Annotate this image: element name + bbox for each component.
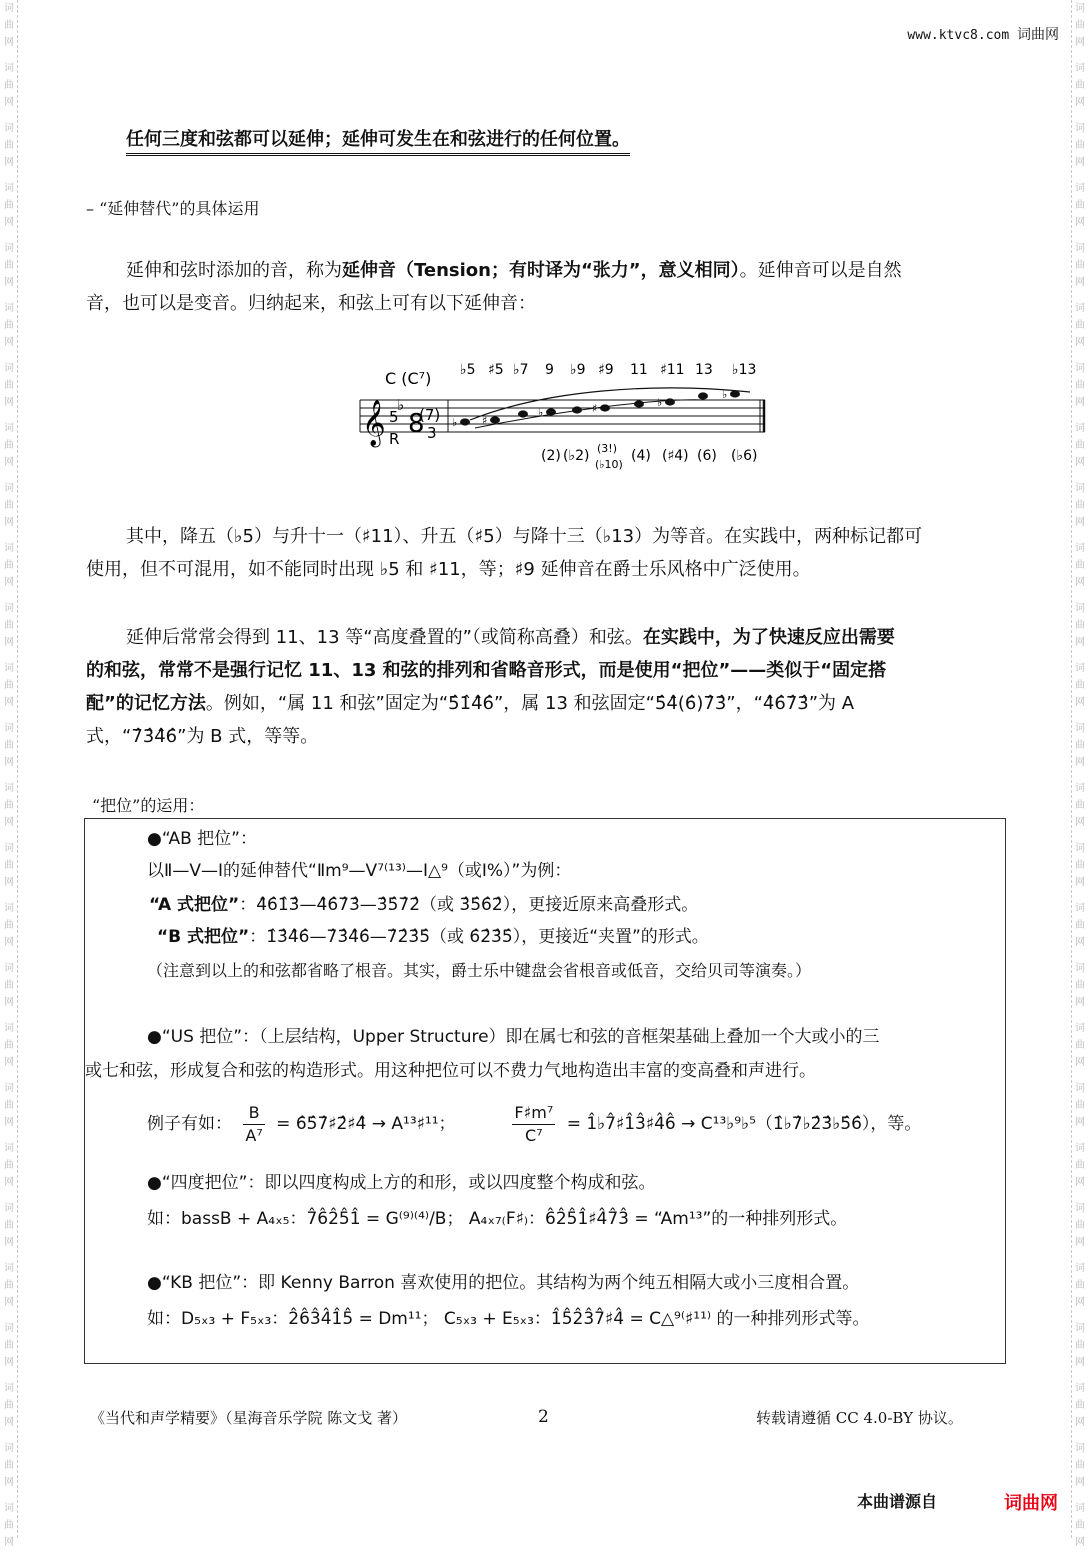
watermark-glyphs: 词 曲 网: [1075, 1323, 1085, 1368]
tension-label: ♯9: [598, 362, 614, 378]
a-voicing-label: “A 式把位”: [149, 895, 240, 915]
b-voicing-line: [157, 923, 709, 951]
source-site-link[interactable]: 词曲网: [1004, 1493, 1058, 1514]
text: 音，也可以是变音。归纳起来，和弦上可有以下延伸音：: [86, 293, 536, 314]
watermark-glyphs: 词 曲 网: [1075, 483, 1085, 528]
slash-chord-b-over-a7: [243, 1102, 264, 1147]
fourth-voicing-title: ●“四度把位”: [147, 1173, 248, 1193]
numerator: F♯m⁷: [512, 1102, 555, 1125]
text: ：（上层结构，Upper Structure）即在属七和弦的音框架基础上叠加一个大或小的三: [242, 1027, 880, 1047]
text: 式，“7̂3̂4̂6̂”为 B 式，等等。: [86, 726, 319, 747]
site-name: 词曲网: [1017, 27, 1059, 43]
watermark-glyphs: 词 曲 网: [1075, 783, 1085, 828]
tension-label-alt: (♯4): [662, 448, 689, 464]
chord-figure: ♭: [397, 396, 405, 414]
text: ：即 Kenny Barron 喜欢使用的把位。其结构为两个纯五相隔大或小三度相合置。: [241, 1273, 860, 1293]
tension-labels-top: [460, 362, 756, 378]
treble-clef-icon: 𝄞: [362, 400, 386, 446]
note-head: [665, 398, 675, 405]
watermark-glyphs: 词 曲 网: [4, 543, 14, 588]
watermark-glyphs: 词 曲 网: [1075, 543, 1085, 588]
text: = 1̂♭7̂♯1̂3̂♯4̂6̂ → C¹³♭⁹♭⁵（1̂♭7̂♭2̂3̂♭5̂6̂），等。: [566, 1114, 922, 1134]
watermark-glyphs: 词 曲 网: [1075, 1383, 1085, 1428]
watermark-glyphs: 词 曲 网: [4, 1263, 14, 1308]
watermark-glyphs: 词 曲 网: [1075, 843, 1085, 888]
tension-label: 13: [695, 362, 713, 378]
a-voicing-line: [149, 891, 698, 919]
note-head: [600, 404, 610, 411]
denominator: A⁷: [245, 1125, 263, 1145]
right-watermark-strip: [1073, 0, 1087, 1548]
watermark-glyphs: 词 曲 网: [4, 1023, 14, 1068]
ab-voicing-title: ●“AB 把位”：: [147, 829, 257, 849]
watermark-glyphs: 词 曲 网: [4, 3, 14, 48]
watermark-glyphs: 词 曲 网: [1075, 903, 1085, 948]
watermark-glyphs: 词 曲 网: [4, 303, 14, 348]
page-heading: 任何三度和弦都可以延伸；延伸可发生在和弦进行的任何位置。: [126, 128, 630, 156]
watermark-glyphs: 词 曲 网: [4, 183, 14, 228]
watermark-glyphs: 词 曲 网: [1075, 963, 1085, 1008]
watermark-glyphs: 词 曲 网: [4, 1083, 14, 1128]
watermark-glyphs: 词 曲 网: [4, 1383, 14, 1428]
watermark-glyphs: 词 曲 网: [4, 603, 14, 648]
watermark-glyphs: 词 曲 网: [4, 723, 14, 768]
watermark-glyphs: 词 曲 网: [4, 483, 14, 528]
bold-text: 的和弦，常常不是强行记忆 11、13 和弦的排列和省略音形式，而是使用“把位”——类似于“固定搭: [86, 660, 887, 681]
watermark-glyphs: 词 曲 网: [4, 63, 14, 108]
watermark-glyphs: 词 曲 网: [1075, 3, 1085, 48]
text: 。例如，“属 11 和弦”固定为“5̂1̂4̂6̂”，属 13 和弦固定“5̂4̂(6̂)7̂3̂”，“4̂6̂7̂3̂”为 A: [205, 693, 855, 714]
section-title-voicing-usage: “把位”的运用：: [92, 796, 205, 815]
note-head: [546, 408, 556, 415]
accidental-icon: ♭: [538, 406, 544, 419]
note-head: [490, 416, 500, 423]
tension-label: ♯11: [660, 362, 685, 378]
voicing-box: [84, 818, 1006, 1364]
watermark-glyphs: 词 曲 网: [4, 243, 14, 288]
text: 使用，但不可混用，如不能同时出现 ♭5 和 ♯11，等；♯9 延伸音在爵士乐风格中广泛使用。: [86, 559, 811, 580]
watermark-glyphs: 词 曲 网: [4, 843, 14, 888]
text: 延伸后常常会得到 11、13 等“高度叠置的”（或简称高叠）和弦。: [126, 627, 643, 648]
page-number: 2: [538, 1407, 549, 1427]
text: 。延伸音可以是自然: [739, 260, 902, 281]
paragraph-tension-intro: [86, 254, 1006, 320]
note-head: [634, 400, 644, 407]
watermark-glyphs: 词 曲 网: [1075, 1443, 1085, 1488]
slash-chord-fsm7-over-c7: [512, 1102, 555, 1147]
note-head: [698, 392, 708, 399]
voicing-note: （注意到以上的和弦都省略了根音。其实，爵士乐中键盘会省根音或低音，交给贝司等演奏。）: [147, 961, 812, 980]
kb-voicing-title: ●“KB 把位”: [147, 1273, 242, 1293]
numerator: B: [243, 1102, 264, 1125]
us-voicing-examples: [147, 1101, 921, 1147]
paragraph-voicing: [86, 621, 1006, 753]
fourth-voicing-title-line: [147, 1169, 655, 1197]
footer-book-title: 《当代和声学精要》（星海音乐学院 陈文戈 著）: [90, 1409, 408, 1427]
section-title-tension: – “延伸替代”的具体运用: [86, 199, 260, 218]
text: ：即以四度构成上方的和形，或以四度整个构成和弦。: [247, 1173, 656, 1193]
note-head: [730, 390, 740, 397]
b-voicing-label: “B 式把位”: [157, 927, 250, 947]
site-url-link[interactable]: www.ktvc8.com: [907, 28, 1010, 43]
watermark-glyphs: 词 曲 网: [1075, 183, 1085, 228]
watermark-glyphs: 词 曲 网: [4, 1443, 14, 1488]
tension-label-alt: (3!): [597, 442, 617, 455]
watermark-glyphs: 词 曲 网: [1075, 423, 1085, 468]
us-voicing-title: ●“US 把位”: [147, 1027, 243, 1047]
text: 其中，降五（♭5）与升十一（♯11）、升五（♯5）与降十三（♭13）为等音。在实践中，两种标记都可: [126, 526, 923, 547]
tension-label-alt: (♭2): [563, 448, 590, 464]
watermark-glyphs: 词 曲 网: [1075, 663, 1085, 708]
right-dashed-line: [1071, 0, 1072, 1538]
note-head: [460, 418, 470, 425]
watermark-glyphs: 词 曲 网: [1075, 63, 1085, 108]
watermark-glyphs: 词 曲 网: [1075, 123, 1085, 168]
chord-figure: (7): [419, 406, 441, 424]
watermark-glyphs: 词 曲 网: [4, 1203, 14, 1248]
fourth-voicing-example: 如：bassB + A₄ₓ₅：7̂6̂2̂5̂1̂ = G⁽⁹⁾⁽⁴⁾/B； A₄ₓ₇₍F♯₎：6̂2̂5̂1̂♯4̂7̂3̂ = “Am¹³”的一种排列形式。: [147, 1209, 848, 1229]
note-head: [572, 406, 582, 413]
watermark-glyphs: 词 曲 网: [4, 1323, 14, 1368]
watermark-glyphs: 词 曲 网: [1075, 603, 1085, 648]
kb-voicing-example: 如：D₅ₓ₃ + F₅ₓ₃：2̂6̂3̂4̂1̂5̂ = Dm¹¹； C₅ₓ₃ + E₅ₓ₃：1̂5̂2̂3̂7̂♯4̂ = C△⁹⁽♯¹¹⁾ 的一种排列形式等。: [147, 1309, 870, 1329]
watermark-glyphs: 词 曲 网: [4, 1143, 14, 1188]
tension-label: 11: [630, 362, 648, 378]
tension-label: ♭5: [460, 362, 476, 378]
watermark-glyphs: 词 曲 网: [4, 363, 14, 408]
tension-definition: 延伸音（Tension；有时译为“张力”，意义相同）: [342, 260, 740, 281]
tension-label: ♭7: [513, 362, 529, 378]
us-voicing-line1: [147, 1023, 880, 1051]
chord-figure: 5: [389, 408, 399, 426]
text: 例子有如：: [147, 1114, 232, 1134]
watermark-glyphs: 词 曲 网: [1075, 1503, 1085, 1548]
watermark-glyphs: 词 曲 网: [4, 423, 14, 468]
tension-labels-bottom: [541, 442, 757, 471]
tension-label-alt: (♭10): [595, 458, 623, 471]
watermark-glyphs: 词 曲 网: [4, 663, 14, 708]
tension-label-alt: (4): [631, 448, 651, 464]
watermark-glyphs: 词 曲 网: [1075, 363, 1085, 408]
text: 延伸和弦时添加的音，称为: [126, 260, 342, 281]
footer-license: 转载请遵循 CC 4.0-BY 协议。: [756, 1409, 963, 1427]
source-label: 本曲谱源自: [857, 1492, 938, 1511]
bold-text: 在实践中，为了快速反应出需要: [642, 627, 895, 648]
accidental-icon: ♭: [452, 416, 458, 429]
denominator: C⁷: [525, 1125, 543, 1145]
watermark-glyphs: 词 曲 网: [4, 903, 14, 948]
chord-figure: 3: [427, 424, 437, 442]
accidental-icon: ♭: [657, 396, 663, 409]
phrase-slur: [470, 388, 750, 420]
text: ：4̂6̂1̂3̂—4̂6̂7̂3̂—3̂5̂7̂2̂（或 3̂5̂6̂2̂），更接近原来高叠形式。: [239, 895, 699, 915]
watermark-glyphs: 词 曲 网: [4, 783, 14, 828]
watermark-glyphs: 词 曲 网: [1075, 1083, 1085, 1128]
watermark-glyphs: 词 曲 网: [4, 963, 14, 1008]
watermark-glyphs: 词 曲 网: [1075, 1203, 1085, 1248]
chord-figures: [389, 396, 440, 448]
chord-figure: R: [389, 430, 400, 448]
tension-label: 9: [545, 362, 554, 378]
watermark-glyphs: 词 曲 网: [1075, 1143, 1085, 1188]
watermark-glyphs: 词 曲 网: [1075, 723, 1085, 768]
accidental-icon: ♯: [592, 402, 598, 415]
tension-label: ♭13: [732, 362, 757, 378]
accidental-icon: ♭: [722, 388, 728, 401]
bold-text: 配”的记忆方法: [86, 693, 206, 714]
text: = 6̂5̂7̂♯2̂♯4̂ → A¹³♯¹¹；: [276, 1114, 456, 1134]
us-voicing-line2: 或七和弦，形成复合和弦的构造形式。用这种把位可以不费力气地构造出丰富的变高叠和声进行。: [85, 1061, 816, 1081]
chord-label: C (C⁷): [385, 369, 432, 388]
tension-label-alt: (2): [541, 448, 561, 464]
left-dashed-line: [17, 0, 18, 1538]
watermark-glyphs: 词 曲 网: [1075, 243, 1085, 288]
kb-voicing-title-line: [147, 1269, 859, 1297]
accidental-icon: ♯: [482, 414, 488, 427]
left-watermark-strip: [2, 0, 16, 1548]
ab-voicing-intro: 以Ⅱ—Ⅴ—Ⅰ的延伸替代“Ⅱm⁹—Ⅴ⁷⁽¹³⁾—Ⅰ△⁹（或Ⅰ%）”为例：: [147, 861, 572, 881]
paragraph-enharmonic: [86, 520, 1006, 586]
tension-label-alt: (♭6): [731, 448, 758, 464]
chord-figure: 8: [408, 409, 425, 439]
page-header: [907, 24, 1059, 44]
watermark-glyphs: 词 曲 网: [1075, 303, 1085, 348]
watermark-glyphs: 词 曲 网: [4, 123, 14, 168]
watermark-glyphs: 词 曲 网: [1075, 1263, 1085, 1308]
tension-label-alt: (6): [697, 448, 717, 464]
text: ：1̂3̂4̂6̂—7̂3̂4̂6̂—7̂2̂3̂5̂（或 6̂2̂3̂5̂），更接近“夹置”的形式。: [249, 927, 709, 947]
tension-label: ♯5: [488, 362, 504, 378]
watermark-glyphs: 词 曲 网: [4, 1503, 14, 1548]
note-head: [518, 410, 528, 417]
watermark-glyphs: 词 曲 网: [1075, 1023, 1085, 1068]
tension-notation-figure: [355, 352, 775, 477]
tension-label: ♭9: [570, 362, 586, 378]
